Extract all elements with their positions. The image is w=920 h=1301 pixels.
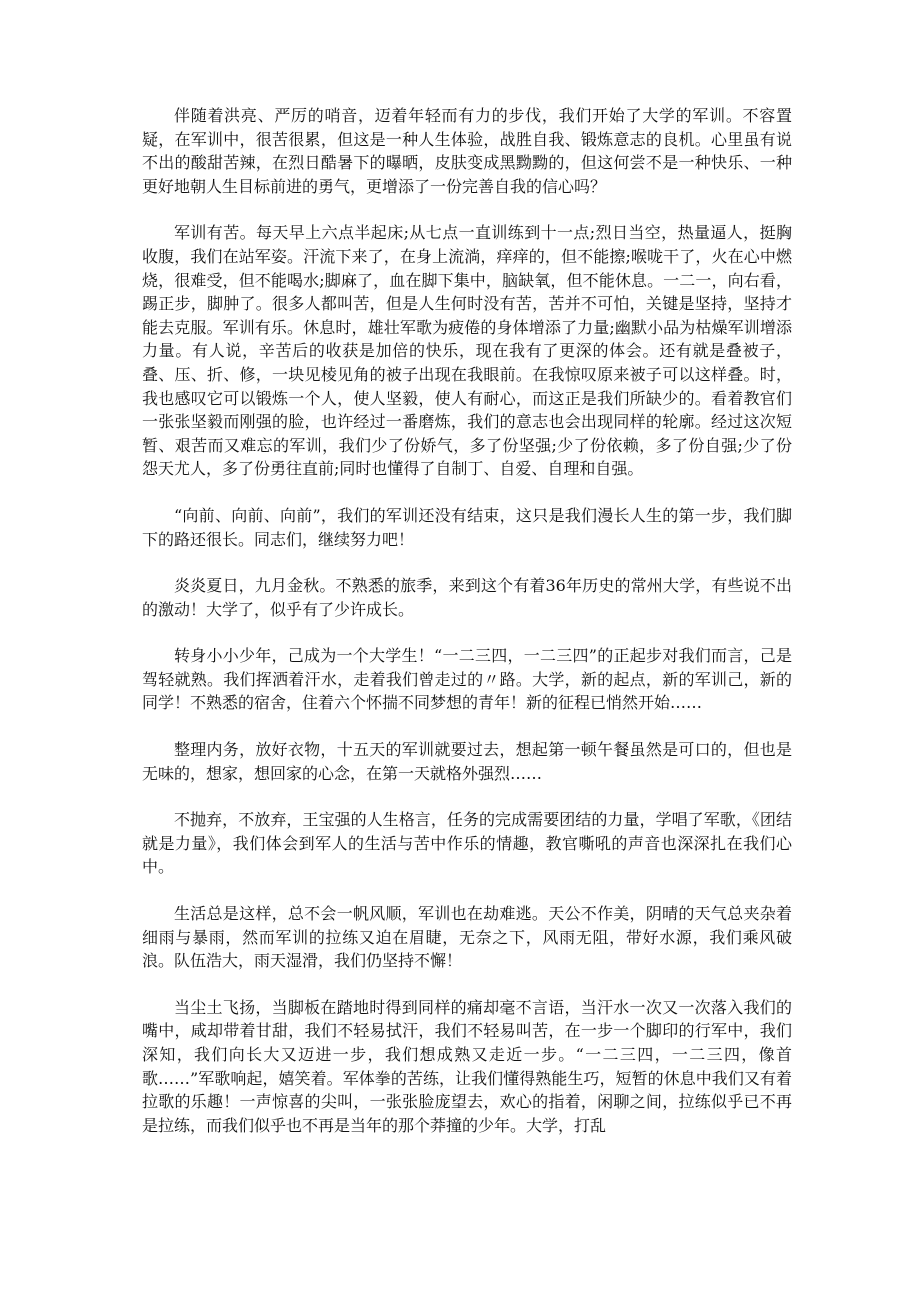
paragraph-3: “向前、向前、向前”，我们的军训还没有结束，这只是我们漫长人生的第一步，我们脚下的路还很长。同志们，继续努力吧！ <box>142 505 792 549</box>
paragraph-1: 伴随着洪亮、严厉的哨音，迈着年轻而有力的步伐，我们开始了大学的军训。不容置疑，在军训中，很苦很累，但这是一种人生体验，战胜自我、锻炼意志的良机。心里虽有说不出的酸甜苦辣，在烈日酷暑下的曝晒，皮肤变成黑黝黝的，但这何尝不是一种快乐、一种更好地朝人生目标前进的勇气，更增添了一份完善自我的信心吗？ <box>142 106 792 196</box>
paragraph-5: 转身小小少年，己成为一个大学生！“一二三四，一二三四”的正起步对我们而言，己是驾轻就熟。我们挥洒着汗水，走着我们曾走过的〃路。大学，新的起点，新的军训己，新的同学！不熟悉的宿舍，住着六个怀揣不同梦想的青年！新的征程已悄然开始…… <box>142 646 792 713</box>
paragraph-7: 不抛弃，不放弃，王宝强的人生格言，任务的完成需要团结的力量，学唱了军歌，《团结就是力量》，我们体会到军人的生活与苦中作乐的情趣，教官嘶吼的声音也深深扎在我们心中。 <box>142 810 792 877</box>
paragraph-4: 炎炎夏日，九月金秋。不熟悉的旅季，来到这个有着36年历史的常州大学，有些说不出的激动！大学了，似乎有了少许成长。 <box>142 576 792 619</box>
paragraph-2: 军训有苦。每天早上六点半起床;从七点一直训练到十一点;烈日当空，热量逼人，挺胸收腹，我们在站军姿。汗流下来了，在身上流淌，痒痒的，但不能擦;喉咙干了，火在心中燃烧，很难受，但不能喝水;脚麻了，血在脚下集中，脑缺氧，但不能休息。一二一，向右看，踢正步，脚肿了。很多人都叫苦，但是人生何时没有苦，苦并不可怕，关键是坚持，坚持才能去克服。军训有乐。休息时，雄壮军歌为疲倦的身体增添了力量;幽默小品为枯燥军训增添力量。有人说，辛苦后的收获是加倍的快乐，现在我有了更深的体会。还有就是叠被子，叠、压、折、修，一块见棱见角的被子出现在我眼前。在我惊叹原来被子可以这样叠。时，我也感叹它可以锻炼一个人，使人坚毅，使人有耐心，而这正是我们所缺少的。看着教官们一张张坚毅而刚强的脸，也许经过一番磨炼，我们的意志也会出现同样的轮廓。经过这次短暂、艰苦而又难忘的军训，我们少了份娇气，多了份坚强;少了份依赖，多了份自强;少了份怨天尤人，多了份勇往直前;同时也懂得了自制丁、自爱、自理和自强。 <box>142 223 792 479</box>
paragraph-8: 生活总是这样，总不会一帆风顺，军训也在劫难逃。天公不作美，阴晴的天气总夹杂着细雨与暴雨，然而军训的拉练又迫在眉睫，无奈之下，风雨无阻，带好水源，我们乘风破浪。队伍浩大，雨天湿滑，我们仍坚持不懈！ <box>142 904 792 971</box>
paragraph-9: 当尘土飞扬，当脚板在踏地时得到同样的痛却毫不言语，当汗水一次又一次落入我们的嘴中，咸却带着甘甜，我们不轻易拭汗，我们不轻易叫苦，在一步一个脚印的行军中，我们深知，我们向长大又迈进一步，我们想成熟又走近一步。“一二三四，一二三四，像首歌……”军歌响起，嬉笑着。军体拳的苦练，让我们懂得熟能生巧，短暂的休息中我们又有着拉歌的乐趣！一声惊喜的尖叫，一张张脸庞望去，欢心的指着，闲聊之间，拉练似乎已不再是拉练，而我们似乎也不再是当年的那个莽撞的少年。大学，打乱 <box>142 997 792 1135</box>
document-body <box>142 104 792 1160</box>
paragraph-6: 整理内务，放好衣物，十五天的军训就要过去，想起第一顿午餐虽然是可口的，但也是无味的，想家，想回家的心念，在第一天就格外强烈…… <box>142 740 792 783</box>
